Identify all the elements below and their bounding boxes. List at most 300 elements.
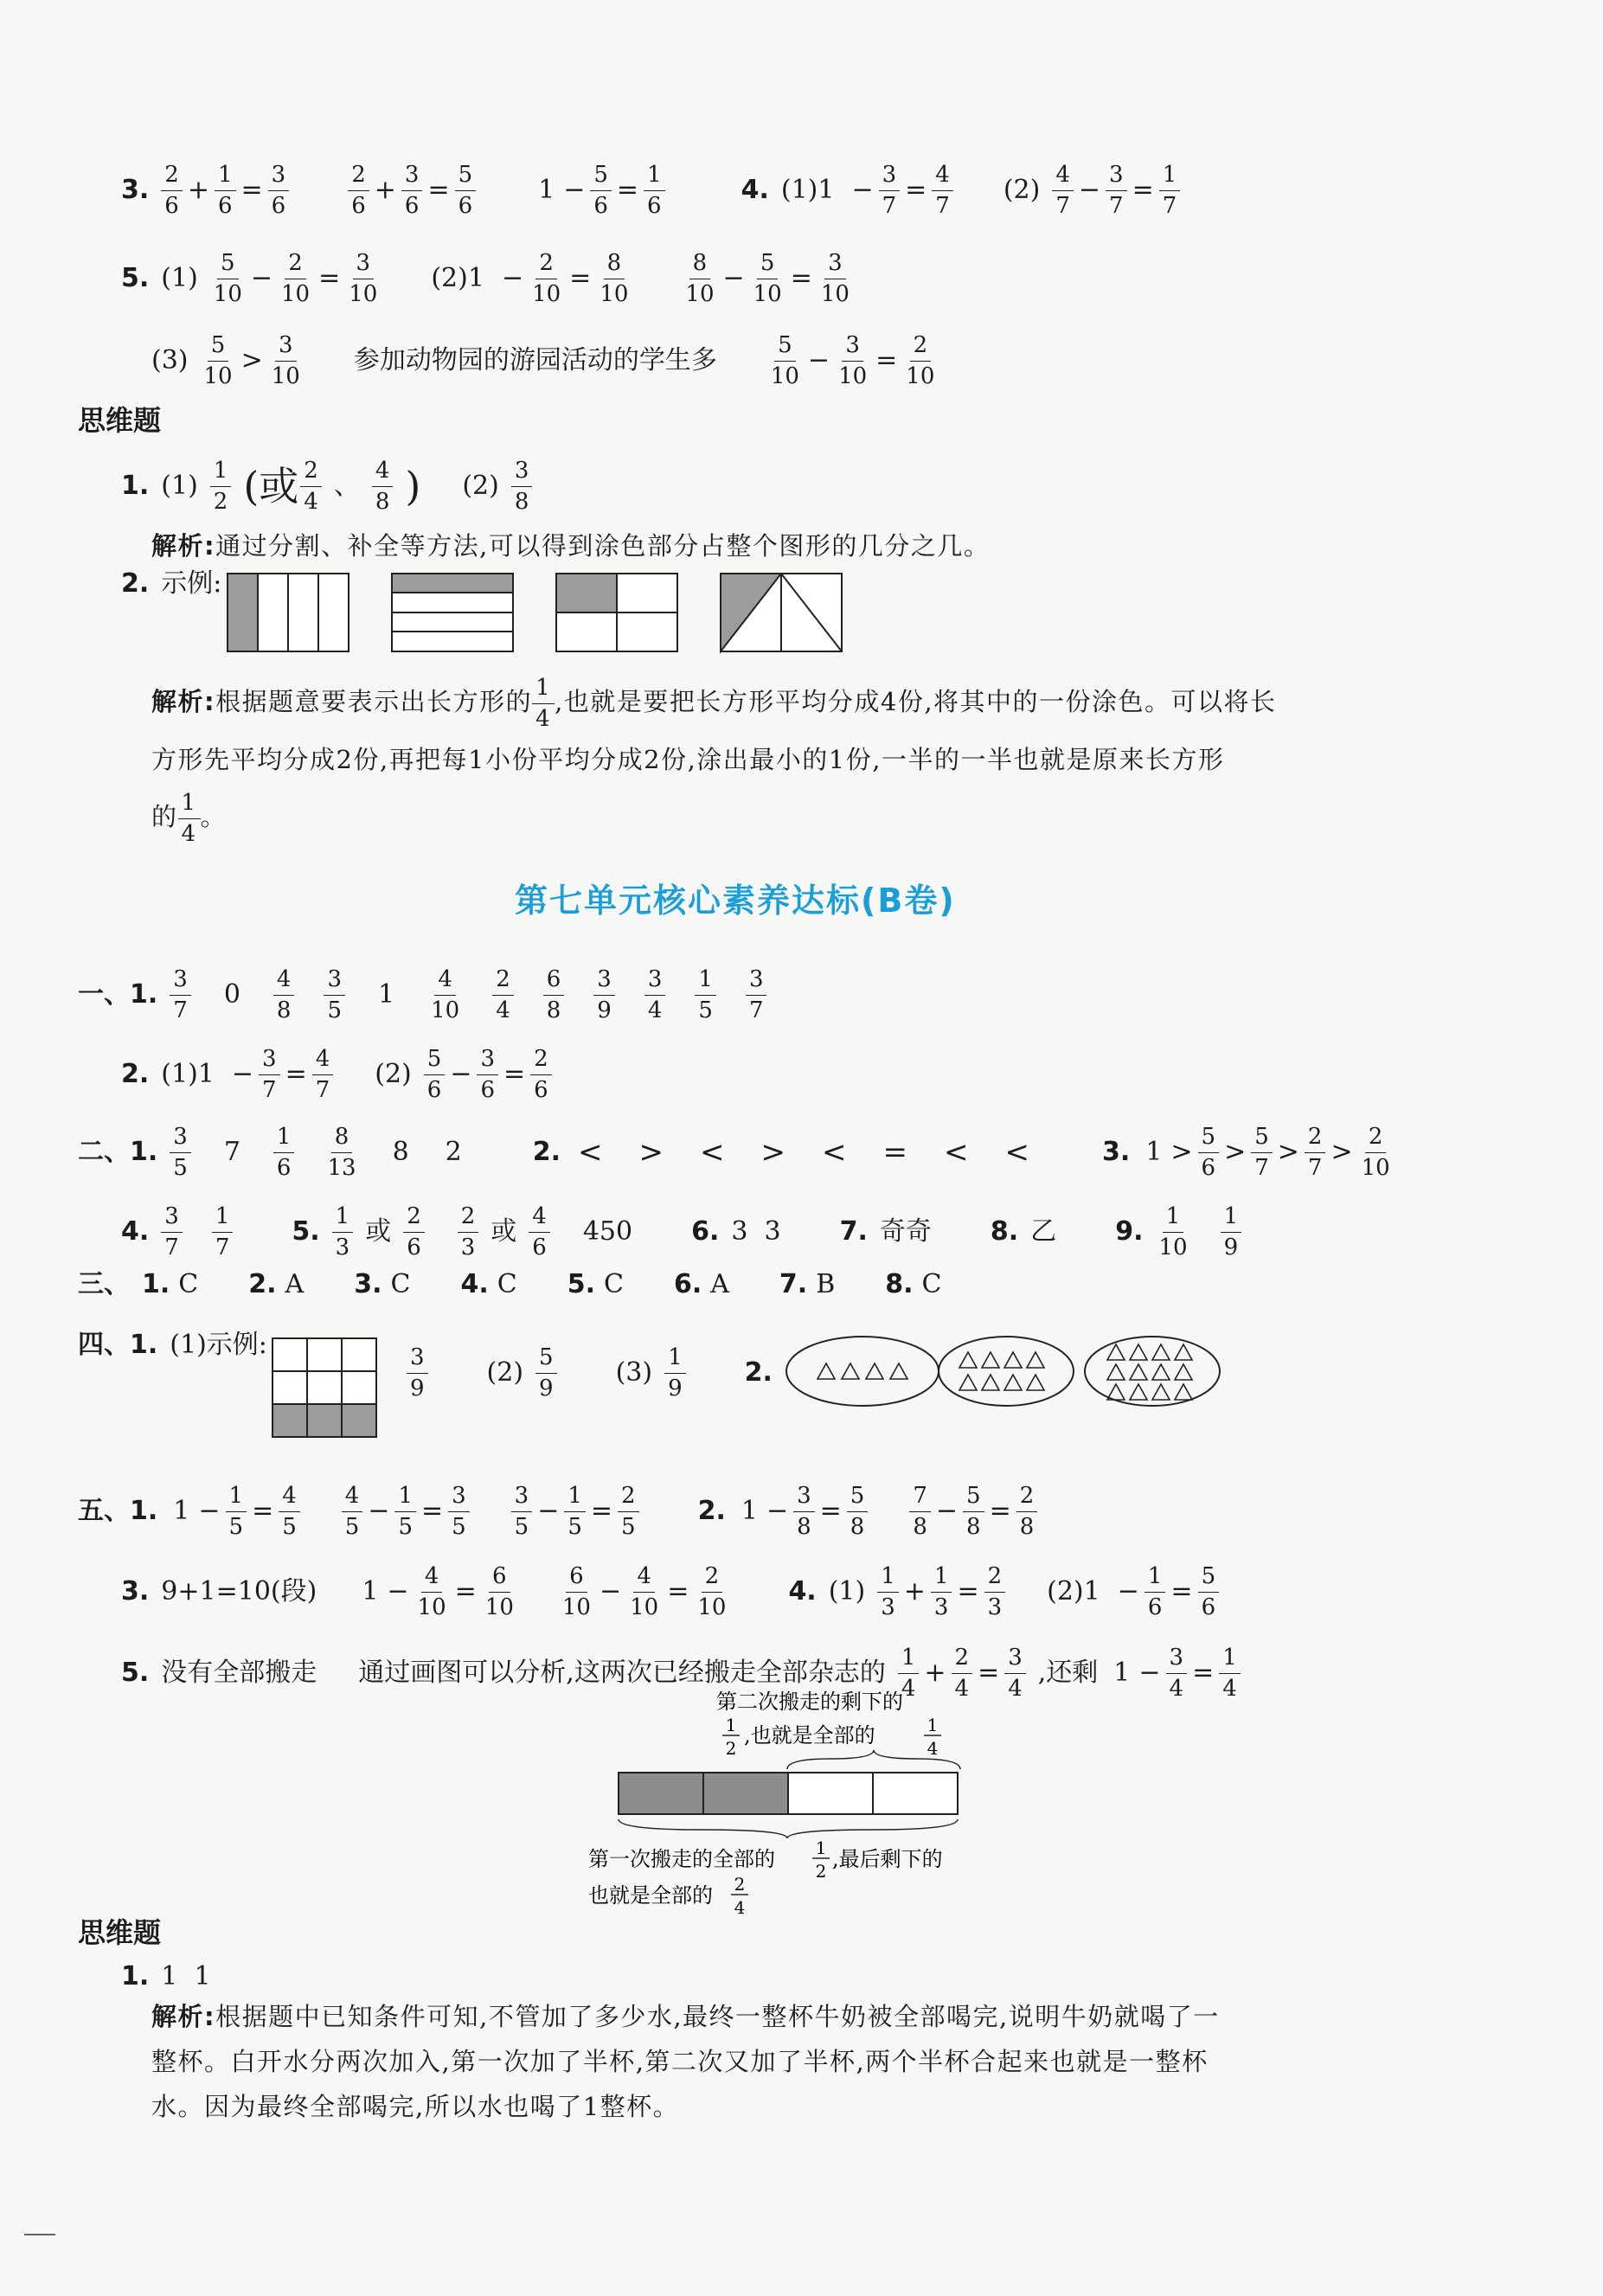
fraction: $\frac{3}{10}$ bbox=[838, 332, 868, 389]
operator: − bbox=[722, 263, 745, 294]
fraction: $\frac{4}{8}$ bbox=[372, 459, 394, 514]
operator: = bbox=[569, 263, 592, 294]
fraction: $\frac{1}{6}$ bbox=[1145, 1564, 1166, 1619]
fraction: $\frac{5}{7}$ bbox=[1251, 1125, 1273, 1180]
part-label: (1)示例: bbox=[170, 1330, 267, 1360]
operator: < bbox=[700, 1135, 725, 1170]
figure-triangle-quarters bbox=[721, 574, 842, 651]
fraction: $\frac{1}{4}$ bbox=[532, 676, 555, 731]
operator: = bbox=[790, 263, 812, 294]
fraction: $\frac{4}{5}$ bbox=[279, 1484, 300, 1539]
think-q2-row bbox=[121, 568, 234, 599]
q-num: 一、1. bbox=[78, 979, 158, 1010]
expr bbox=[1052, 163, 1180, 218]
fraction: $\frac{6}{10}$ bbox=[561, 1563, 591, 1620]
fraction: $\frac{5}{6}$ bbox=[424, 1047, 446, 1102]
operator: = bbox=[819, 1496, 842, 1527]
triangle-ovals bbox=[783, 1331, 1233, 1414]
operator: = bbox=[1170, 1576, 1193, 1607]
q-num: 4. bbox=[788, 1576, 817, 1607]
fraction: $\frac{1}{3}$ bbox=[332, 1204, 354, 1260]
s1-row1 bbox=[78, 967, 779, 1023]
oval-1 bbox=[786, 1337, 939, 1406]
number: 0 bbox=[223, 979, 240, 1010]
operator: − bbox=[250, 263, 273, 294]
q-num: 四、1. bbox=[78, 1330, 158, 1360]
operator: + bbox=[374, 175, 396, 206]
fraction: $\frac{5}{6}$ bbox=[1198, 1564, 1220, 1619]
operator: > bbox=[1330, 1137, 1353, 1168]
part-label: (1)1 bbox=[780, 175, 835, 206]
q-num: 8. bbox=[990, 1216, 1019, 1247]
q-num: 2. bbox=[697, 1496, 726, 1527]
fraction: $\frac{5}{10}$ bbox=[213, 250, 242, 307]
fraction: $\frac{3}{7}$ bbox=[170, 967, 191, 1023]
operator: = bbox=[905, 175, 927, 206]
s1-row2 bbox=[121, 1047, 564, 1102]
fraction: $\frac{2}{4}$ bbox=[300, 459, 322, 514]
operator: = bbox=[1192, 1658, 1215, 1689]
analysis-text: 根据题中已知条件可知,不管加了多少水,最终一整杯牛奶被全部喝完,说明牛奶就喝了一 bbox=[215, 2002, 1220, 2031]
triangle-icon bbox=[1004, 1375, 1022, 1390]
analysis-text: 方形先平均分成2份,再把每1小份平均分成2份,涂出最小的1份,一半的一半也就是原来长方形 bbox=[151, 745, 1225, 775]
fraction: $\frac{1}{7}$ bbox=[212, 1204, 234, 1260]
fraction: $\frac{3}{6}$ bbox=[477, 1047, 498, 1102]
expr bbox=[497, 251, 632, 306]
section-title: 第七单元核心素养达标(B卷) bbox=[515, 882, 956, 920]
frac-den: 4 bbox=[734, 1897, 746, 1918]
fraction: $\frac{3}{10}$ bbox=[820, 250, 850, 307]
bottom-brace bbox=[619, 1819, 958, 1838]
fraction: $\frac{4}{7}$ bbox=[1052, 163, 1074, 218]
frac-den: 4 bbox=[927, 1738, 939, 1759]
operator: = bbox=[454, 1576, 477, 1607]
analysis-text: 。 bbox=[200, 802, 228, 832]
fraction: $\frac{3}{7}$ bbox=[746, 967, 767, 1023]
fraction: $\frac{4}{8}$ bbox=[273, 967, 295, 1023]
triangle-icon bbox=[1027, 1375, 1044, 1390]
fraction: $\frac{3}{6}$ bbox=[401, 163, 423, 218]
choice-answer: 3. C bbox=[354, 1269, 411, 1299]
operator: + bbox=[924, 1658, 946, 1689]
triangle-icon bbox=[1027, 1352, 1044, 1368]
triangle-icon bbox=[866, 1363, 883, 1379]
triangle-icon bbox=[1130, 1344, 1147, 1360]
q-num: 6. bbox=[691, 1216, 720, 1247]
fraction: $\frac{1}{2}$ bbox=[210, 459, 232, 514]
expr bbox=[511, 1484, 639, 1539]
oval-2 bbox=[939, 1337, 1074, 1406]
fraction: $\frac{8}{10}$ bbox=[685, 250, 715, 307]
operator: = bbox=[616, 175, 639, 206]
triangle-icon bbox=[842, 1363, 859, 1379]
analysis-text: 的 bbox=[151, 802, 178, 832]
expr bbox=[535, 163, 664, 218]
figure-grid-quarters bbox=[556, 574, 677, 651]
fraction: $\frac{1}{6}$ bbox=[273, 1125, 295, 1180]
operator: = bbox=[1132, 175, 1154, 206]
q-num: 五、1. bbox=[78, 1496, 158, 1527]
or-text: 或 bbox=[365, 1216, 392, 1247]
fraction: $\frac{5}{10}$ bbox=[753, 250, 782, 307]
part-label: (1) bbox=[161, 263, 198, 294]
q-num: 2. bbox=[532, 1137, 561, 1168]
fraction: $\frac{2}{7}$ bbox=[1305, 1125, 1326, 1180]
analysis-2 bbox=[151, 673, 1414, 846]
triangle-icon bbox=[959, 1352, 977, 1368]
operator: − bbox=[1138, 1658, 1161, 1689]
operator: − bbox=[935, 1496, 959, 1527]
answer-text: 参加动物园的游园活动的学生多 bbox=[353, 345, 717, 376]
frac-num: 2 bbox=[734, 1874, 746, 1895]
frac-num: 1 bbox=[725, 1715, 737, 1735]
fraction: $\frac{2}{4}$ bbox=[492, 967, 514, 1023]
part-label: (3) bbox=[615, 1357, 653, 1389]
number: 1 bbox=[378, 979, 395, 1010]
operator: − bbox=[766, 1496, 789, 1527]
expr bbox=[909, 1484, 1037, 1539]
operator: = bbox=[978, 1658, 1000, 1689]
number: 1 bbox=[538, 175, 555, 206]
fraction: $\frac{1}{5}$ bbox=[394, 1484, 416, 1539]
separator: 、 bbox=[333, 471, 360, 502]
example-label: 示例: bbox=[161, 568, 222, 599]
answer-value: 1 1 bbox=[161, 1961, 211, 1991]
fraction: $\frac{3}{6}$ bbox=[268, 163, 290, 218]
operator: < bbox=[944, 1135, 969, 1170]
section-heading: 思维题 bbox=[78, 404, 162, 437]
expr bbox=[227, 1047, 333, 1102]
fraction: $\frac{4}{5}$ bbox=[342, 1484, 363, 1539]
fraction: $\frac{1}{6}$ bbox=[215, 163, 236, 218]
fraction: $\frac{1}{9}$ bbox=[1221, 1204, 1242, 1260]
expr bbox=[358, 1564, 517, 1619]
triangle-icon bbox=[1152, 1384, 1170, 1400]
analysis-label: 解析: bbox=[151, 531, 216, 561]
operator: = bbox=[318, 263, 341, 294]
q-num: 1. bbox=[121, 1961, 150, 1991]
fraction: $\frac{1}{5}$ bbox=[564, 1484, 586, 1539]
analysis-text: 通过分割、补全等方法,可以得到涂色部分占整个图形的几分之几。 bbox=[215, 531, 991, 561]
think-q1-row bbox=[121, 459, 544, 514]
operator: = bbox=[957, 1576, 979, 1607]
diagram-top-text: 第二次搬走的剩下的 bbox=[716, 1690, 903, 1714]
s2-row2 bbox=[121, 1204, 1254, 1260]
operator: = bbox=[882, 1135, 908, 1170]
operator: > bbox=[1277, 1137, 1299, 1168]
triangle-icon bbox=[1175, 1384, 1192, 1400]
fraction: $\frac{6}{10}$ bbox=[484, 1563, 514, 1620]
choice-answer: 2. A bbox=[248, 1269, 305, 1299]
bar-diagram bbox=[571, 1683, 986, 1942]
fraction: $\frac{2}{10}$ bbox=[281, 250, 311, 307]
operator: = bbox=[989, 1496, 1011, 1527]
fraction: $\frac{1}{9}$ bbox=[664, 1345, 686, 1401]
fraction: $\frac{4}{10}$ bbox=[630, 1563, 659, 1620]
operator: = bbox=[875, 345, 898, 376]
fraction: $\frac{6}{8}$ bbox=[543, 967, 565, 1023]
fraction: $\frac{8}{13}$ bbox=[327, 1124, 356, 1181]
operator: + bbox=[187, 175, 209, 206]
q-num: 5. bbox=[121, 263, 150, 294]
triangle-icon bbox=[1175, 1364, 1192, 1380]
triangle-icon bbox=[1107, 1344, 1125, 1360]
sign-list bbox=[573, 1135, 1035, 1170]
operator: < bbox=[578, 1135, 603, 1170]
number: 1 bbox=[1113, 1658, 1131, 1689]
operator: − bbox=[198, 1496, 221, 1527]
triangle-icon bbox=[1130, 1364, 1147, 1380]
expr bbox=[342, 1484, 470, 1539]
fraction: $\frac{1}{10}$ bbox=[1158, 1203, 1188, 1260]
part-label: (2)1 bbox=[431, 263, 484, 294]
fraction: $\frac{1}{6}$ bbox=[644, 163, 665, 218]
fraction: $\frac{2}{10}$ bbox=[697, 1563, 727, 1620]
operator: − bbox=[563, 175, 586, 206]
or-text: 或 bbox=[491, 1216, 517, 1247]
triangle-icon bbox=[890, 1363, 907, 1379]
operator: = bbox=[590, 1496, 613, 1527]
operator: = bbox=[503, 1059, 526, 1090]
analysis-text: 整杯。白开水分两次加入,第一次加了半杯,第二次又加了半杯,两个半杯合起来也就是一整杯 bbox=[151, 2047, 1209, 2076]
answer-text: 没有全部搬走 bbox=[161, 1658, 317, 1689]
analysis-label: 解析: bbox=[151, 2002, 216, 2031]
operator: − bbox=[450, 1059, 472, 1090]
fraction: $\frac{2}{10}$ bbox=[906, 332, 935, 389]
paren: ) bbox=[405, 463, 421, 510]
expr bbox=[210, 251, 382, 306]
fraction: $\frac{2}{3}$ bbox=[984, 1564, 1006, 1619]
fraction: $\frac{2}{4}$ bbox=[952, 1645, 973, 1701]
q-num: 5. bbox=[121, 1658, 150, 1689]
section-heading: 思维题 bbox=[78, 1916, 162, 1949]
expr bbox=[1142, 1125, 1393, 1180]
fraction: $\frac{4}{10}$ bbox=[431, 966, 460, 1023]
analysis-1 bbox=[151, 523, 990, 568]
fraction: $\frac{2}{3}$ bbox=[458, 1204, 479, 1260]
fraction: $\frac{2}{10}$ bbox=[532, 250, 561, 307]
s2-row1 bbox=[78, 1125, 1406, 1180]
fraction: $\frac{5}{10}$ bbox=[770, 332, 799, 389]
s5-row1 bbox=[78, 1484, 1049, 1539]
q-num: 2. bbox=[744, 1357, 773, 1389]
q-num: 9. bbox=[1115, 1216, 1144, 1247]
diagram-top-text: ,也就是全部的 bbox=[744, 1723, 875, 1748]
operator: − bbox=[1117, 1576, 1139, 1607]
fraction: $\frac{2}{10}$ bbox=[1361, 1124, 1390, 1181]
diagram-bottom-text: 第一次搬走的全部的 bbox=[588, 1847, 775, 1871]
fraction: $\frac{2}{5}$ bbox=[618, 1484, 639, 1539]
fraction: $\frac{3}{4}$ bbox=[644, 967, 666, 1023]
operator: − bbox=[501, 263, 524, 294]
fraction: $\frac{4}{7}$ bbox=[312, 1047, 334, 1102]
fraction: $\frac{1}{3}$ bbox=[931, 1564, 952, 1619]
diagram-bottom-text: 也就是全部的 bbox=[588, 1883, 713, 1908]
top-q3-row bbox=[121, 163, 1192, 218]
operator: − bbox=[1078, 175, 1101, 206]
expr bbox=[767, 333, 939, 388]
fraction: $\frac{1}{5}$ bbox=[226, 1484, 247, 1539]
fraction: $\frac{2}{6}$ bbox=[348, 163, 369, 218]
expr bbox=[170, 1484, 299, 1539]
number: 1 bbox=[362, 1576, 379, 1607]
operator: + bbox=[903, 1576, 926, 1607]
analysis-label: 解析: bbox=[151, 687, 216, 716]
fraction: $\frac{5}{6}$ bbox=[455, 163, 477, 218]
answer-list bbox=[170, 1125, 465, 1180]
answer-list bbox=[1155, 1204, 1241, 1260]
operator: = bbox=[285, 1059, 307, 1090]
choice-list bbox=[142, 1269, 942, 1299]
s3-row bbox=[78, 1269, 953, 1299]
operator: = bbox=[252, 1496, 274, 1527]
fraction: $\frac{2}{6}$ bbox=[530, 1047, 552, 1102]
fraction: $\frac{3}{9}$ bbox=[593, 967, 615, 1023]
footer-mark bbox=[24, 2234, 55, 2235]
fraction: $\frac{4}{10}$ bbox=[417, 1563, 446, 1620]
q-num: 3. bbox=[121, 1576, 150, 1607]
q-num: 二、1. bbox=[78, 1137, 158, 1168]
fraction: $\frac{3}{8}$ bbox=[511, 459, 533, 514]
fraction: $\frac{3}{10}$ bbox=[271, 332, 300, 389]
expr bbox=[877, 1564, 1005, 1619]
fraction: $\frac{3}{4}$ bbox=[1004, 1645, 1026, 1701]
fraction: $\frac{3}{7}$ bbox=[161, 1204, 183, 1260]
diagram-bottom-text: ,最后剩下的 bbox=[832, 1847, 943, 1871]
s5-row2 bbox=[121, 1564, 1231, 1619]
fraction: $\frac{4}{6}$ bbox=[529, 1204, 550, 1260]
fraction: $\frac{4}{7}$ bbox=[932, 163, 953, 218]
q-num: 4. bbox=[121, 1216, 150, 1247]
choice-answer: 1. C bbox=[142, 1269, 199, 1299]
number: 1 bbox=[741, 1496, 758, 1527]
operator: − bbox=[231, 1059, 254, 1090]
fraction: $\frac{3}{10}$ bbox=[349, 250, 378, 307]
fraction: $\frac{7}{8}$ bbox=[909, 1484, 931, 1539]
fraction: $\frac{1}{4}$ bbox=[1219, 1645, 1241, 1701]
q-num: 3. bbox=[121, 175, 150, 206]
choice-answer: 6. A bbox=[673, 1269, 729, 1299]
paren: (或 bbox=[243, 463, 299, 510]
part-label: (1)1 bbox=[161, 1059, 215, 1090]
fraction: $\frac{1}{3}$ bbox=[877, 1564, 899, 1619]
analysis-text: 水。因为最终全部喝完,所以水也喝了1整杯。 bbox=[151, 2092, 680, 2121]
figure-vertical-quarters bbox=[228, 574, 349, 651]
top-q5-row bbox=[121, 251, 865, 306]
bar-seg-2 bbox=[703, 1773, 788, 1814]
analysis-3 bbox=[151, 1994, 1423, 2129]
fraction: $\frac{5}{9}$ bbox=[535, 1345, 557, 1401]
frac-num: 1 bbox=[927, 1715, 939, 1735]
frac-num: 1 bbox=[815, 1837, 827, 1858]
answer-value: 奇奇 bbox=[879, 1216, 932, 1247]
oval-3 bbox=[1085, 1337, 1220, 1406]
number: 2 bbox=[445, 1137, 462, 1168]
choice-answer: 4. C bbox=[460, 1269, 517, 1299]
bar-seg-3 bbox=[788, 1773, 873, 1814]
s4-row bbox=[78, 1332, 279, 1358]
q-num: 1. bbox=[121, 471, 150, 502]
triangle-icon bbox=[1175, 1344, 1192, 1360]
expr bbox=[559, 1564, 730, 1619]
answer-value: 乙 bbox=[1030, 1216, 1057, 1247]
operator: < bbox=[822, 1135, 847, 1170]
answer-text: 9+1=10(段) bbox=[161, 1576, 317, 1607]
q-num: 7. bbox=[839, 1216, 868, 1247]
fraction: $\frac{2}{6}$ bbox=[403, 1204, 425, 1260]
fraction: $\frac{3}{7}$ bbox=[259, 1047, 280, 1102]
s4-fractions bbox=[407, 1345, 785, 1401]
part-label: (2) bbox=[486, 1357, 524, 1389]
operator: = bbox=[240, 175, 263, 206]
expr bbox=[201, 333, 304, 388]
expr bbox=[1110, 1645, 1240, 1701]
triangle-icon bbox=[1004, 1352, 1022, 1368]
fraction: $\frac{3}{4}$ bbox=[1166, 1645, 1188, 1701]
analysis-text: 根据题意要表示出长方形的 bbox=[215, 687, 533, 716]
operator: − bbox=[368, 1496, 390, 1527]
analysis-text: ,也就是要把长方形平均分成4份,将其中的一份涂色。可以将长 bbox=[555, 687, 1277, 716]
expr bbox=[1112, 1564, 1219, 1619]
grid-3x3-figure bbox=[271, 1337, 380, 1440]
operator: > bbox=[240, 345, 263, 376]
fraction: $\frac{3}{5}$ bbox=[511, 1484, 533, 1539]
answer-list bbox=[161, 1204, 233, 1260]
part-label: (1) bbox=[161, 471, 198, 502]
expr bbox=[424, 1047, 552, 1102]
part-label: (2) bbox=[462, 471, 499, 502]
operator: > bbox=[1170, 1137, 1193, 1168]
expr bbox=[846, 163, 952, 218]
operator: < bbox=[1004, 1135, 1030, 1170]
expr bbox=[348, 163, 476, 218]
top-q5-part3 bbox=[151, 333, 950, 388]
q-num: 4. bbox=[741, 175, 769, 206]
fraction: $\frac{5}{10}$ bbox=[203, 332, 233, 389]
fraction: $\frac{1}{7}$ bbox=[1159, 163, 1181, 218]
figure-horizontal-quarters bbox=[392, 574, 513, 651]
operator: = bbox=[667, 1576, 689, 1607]
fraction: $\frac{3}{7}$ bbox=[879, 163, 901, 218]
number: 1 bbox=[1145, 1137, 1163, 1168]
fraction: $\frac{3}{9}$ bbox=[407, 1345, 428, 1401]
fraction: $\frac{8}{10}$ bbox=[600, 250, 629, 307]
triangle-icon bbox=[982, 1352, 999, 1368]
operator: − bbox=[807, 345, 830, 376]
part-label: (2)1 bbox=[1047, 1576, 1100, 1607]
expr bbox=[161, 163, 289, 218]
choice-answer: 7. B bbox=[779, 1269, 836, 1299]
example-figures bbox=[225, 571, 848, 657]
q-num: 2. bbox=[121, 1059, 150, 1090]
operator: > bbox=[638, 1135, 664, 1170]
fraction: $\frac{2}{6}$ bbox=[161, 163, 183, 218]
expr bbox=[682, 251, 853, 306]
fraction: $\frac{1}{4}$ bbox=[898, 1645, 920, 1701]
part-label: (2) bbox=[1003, 175, 1041, 206]
triangle-icon bbox=[1130, 1384, 1147, 1400]
part-label: (3) bbox=[151, 345, 189, 376]
fraction: $\frac{3}{5}$ bbox=[448, 1484, 470, 1539]
triangle-icon bbox=[959, 1375, 977, 1390]
triangle-icon bbox=[1152, 1364, 1170, 1380]
operator: − bbox=[387, 1576, 409, 1607]
fraction: $\frac{3}{5}$ bbox=[324, 967, 345, 1023]
answer-value: 3 3 bbox=[731, 1216, 781, 1247]
fraction: $\frac{5}{8}$ bbox=[847, 1484, 869, 1539]
operator: > bbox=[1224, 1137, 1247, 1168]
fraction: $\frac{1}{5}$ bbox=[695, 967, 716, 1023]
